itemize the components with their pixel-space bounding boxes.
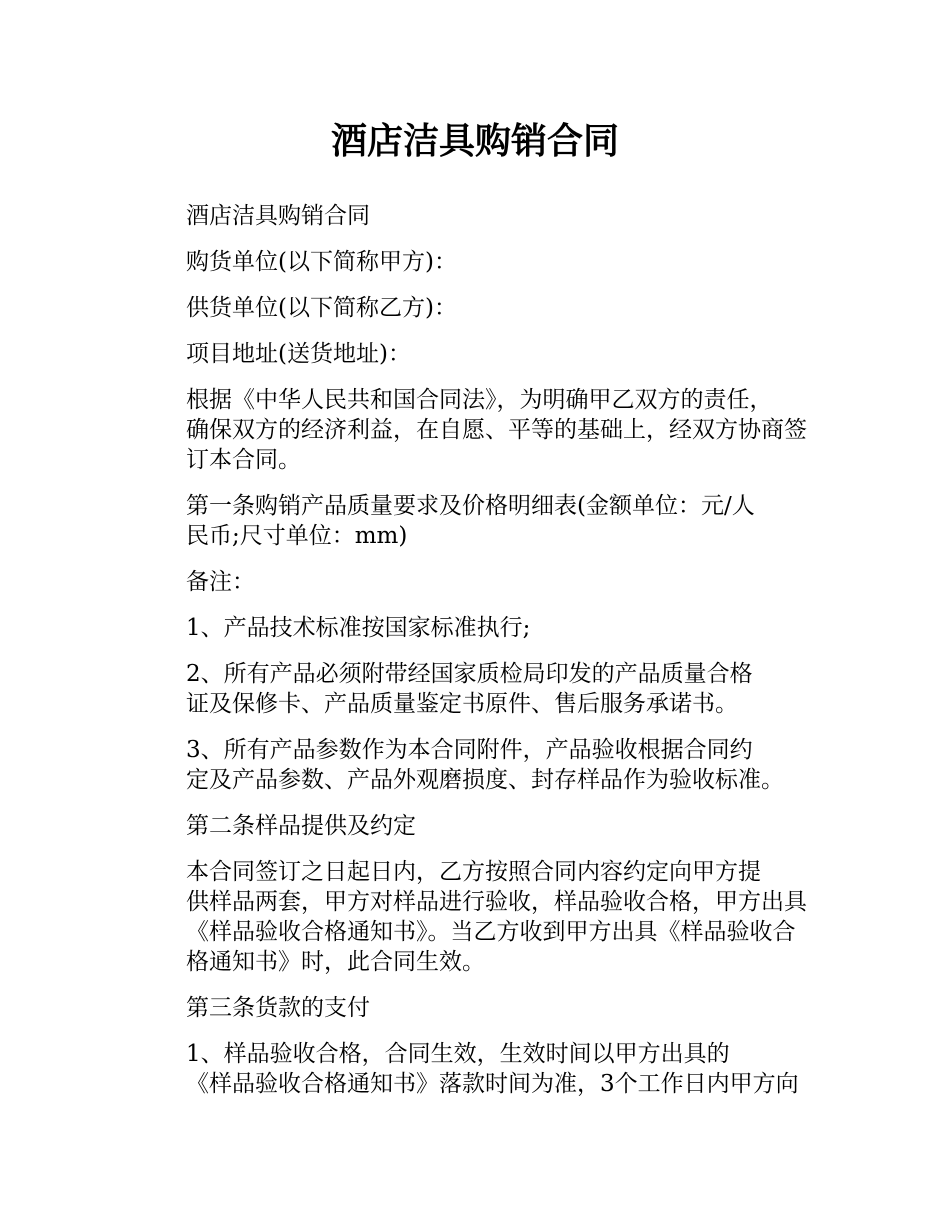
paragraph	[142, 993, 822, 1023]
text-line: 第二条样品提供及约定	[186, 813, 416, 839]
paragraph	[142, 613, 822, 643]
text-line: 订本合同。	[186, 447, 301, 473]
paragraph	[142, 659, 822, 719]
document-body	[142, 201, 822, 1115]
paragraph	[142, 857, 822, 977]
paragraph	[142, 293, 822, 323]
text-line: 《样品验收合格通知书》落款时间为准，3个工作日内甲方向	[186, 1071, 799, 1097]
text-line: 项目地址(送货地址)：	[186, 341, 411, 367]
text-line: 证及保修卡、产品质量鉴定书原件、售后服务承诺书。	[186, 691, 738, 717]
paragraph	[142, 385, 822, 475]
text-line: 购货单位(以下简称甲方)：	[186, 249, 457, 275]
text-line: 确保双方的经济利益，在自愿、平等的基础上，经双方协商签	[186, 417, 807, 443]
text-line: 供货单位(以下简称乙方)：	[186, 295, 457, 321]
text-line: 3、所有产品参数作为本合同附件，产品验收根据合同约	[186, 737, 753, 763]
text-line: 第一条购销产品质量要求及价格明细表(金额单位：元/人	[186, 493, 755, 519]
text-line: 1、产品技术标准按国家标准执行;	[186, 615, 531, 641]
text-line: 2、所有产品必须附带经国家质检局印发的产品质量合格	[186, 661, 753, 687]
text-line: 定及产品参数、产品外观磨损度、封存样品作为验收标准。	[186, 767, 784, 793]
text-line: 备注：	[186, 569, 255, 595]
text-line: 根据《中华人民共和国合同法》，为明确甲乙双方的责任，	[186, 387, 773, 413]
paragraph	[142, 1039, 822, 1099]
paragraph	[142, 491, 822, 551]
text-line: 民币;尺寸单位：mm)	[186, 523, 408, 549]
paragraph	[142, 567, 822, 597]
paragraph	[142, 811, 822, 841]
text-line: 第三条货款的支付	[186, 995, 370, 1021]
document-title: 酒店洁具购销合同	[330, 121, 619, 162]
paragraph	[142, 735, 822, 795]
text-line: 本合同签订之日起日内，乙方按照合同内容约定向甲方提	[186, 859, 761, 885]
text-line: 酒店洁具购销合同	[186, 203, 370, 229]
paragraph	[142, 339, 822, 369]
paragraph	[142, 247, 822, 277]
paragraph	[142, 201, 822, 231]
text-line: 《样品验收合格通知书》。当乙方收到甲方出具《样品验收合	[186, 919, 796, 945]
text-line: 供样品两套，甲方对样品进行验收，样品验收合格，甲方出具	[186, 889, 807, 915]
text-line: 格通知书》时，此合同生效。	[186, 949, 485, 975]
text-line: 1、样品验收合格，合同生效，生效时间以甲方出具的	[186, 1041, 730, 1067]
